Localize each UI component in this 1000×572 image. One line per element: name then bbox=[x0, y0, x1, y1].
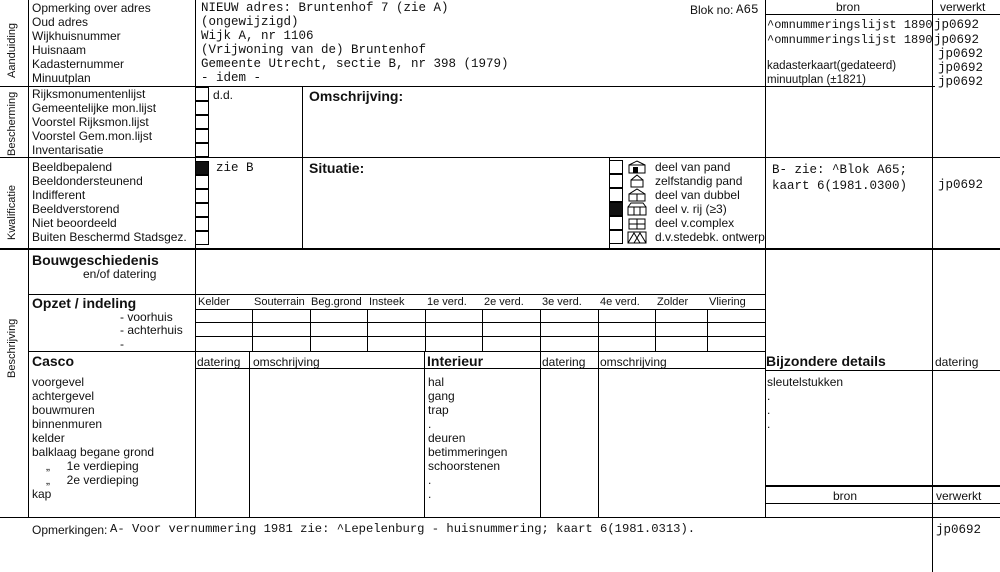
house-row-icon bbox=[627, 202, 647, 216]
casco-item bbox=[32, 473, 154, 487]
floor-header: 2e verd. bbox=[484, 296, 524, 308]
floor-header: Kelder bbox=[198, 296, 230, 308]
checkbox-niet-beoordeeld[interactable] bbox=[195, 217, 209, 231]
pand-type-item: deel v. rij (≥3) bbox=[655, 202, 727, 216]
checkbox-voorstel-gemmon[interactable] bbox=[195, 129, 209, 143]
interieur-item: . bbox=[428, 417, 432, 431]
section-label-kwalificatie: Kwalificatie bbox=[6, 184, 18, 240]
interieur-item: betimmeringen bbox=[428, 445, 508, 459]
value-nieuw-adres: NIEUW adres: Bruntenhof 7 (zie A) bbox=[201, 1, 449, 15]
kwalificatie-item: Beeldverstorend bbox=[32, 202, 120, 216]
situatie-label: Situatie: bbox=[309, 160, 365, 176]
opmerkingen-label: Opmerkingen: bbox=[32, 523, 108, 537]
checkbox-beeldverstorend[interactable] bbox=[195, 203, 209, 217]
floor-header: Vliering bbox=[709, 296, 746, 308]
casco-item: kap bbox=[32, 487, 52, 501]
checkbox-deel-van-pand[interactable] bbox=[609, 160, 623, 174]
interieur-item: schoorstenen bbox=[428, 459, 501, 473]
verwerkt-row-4: jp0692 bbox=[938, 61, 984, 75]
label-minuutplan: Minuutplan bbox=[32, 71, 91, 85]
interieur-label: Interieur bbox=[427, 353, 484, 369]
kwalificatie-item: Niet beoordeeld bbox=[32, 216, 117, 230]
bron-row-2: ^omnummeringslijst 1890 bbox=[767, 33, 933, 47]
checkbox-gemeentelijke-mon[interactable] bbox=[195, 101, 209, 115]
floor-header: Souterrain bbox=[254, 296, 305, 308]
floor-header: 1e verd. bbox=[427, 296, 467, 308]
section-label-aanduiding: Aanduiding bbox=[6, 22, 18, 78]
verwerkt-row-2: jp0692 bbox=[934, 33, 980, 47]
casco-list bbox=[32, 375, 154, 501]
house-double-icon bbox=[627, 188, 647, 202]
bijzondere-item: sleutelstukken bbox=[767, 375, 844, 389]
interieur-item: . bbox=[428, 487, 432, 501]
bron-row-5: minuutplan (±1821) bbox=[767, 74, 867, 86]
section-label-bescherming: Bescherming bbox=[6, 91, 18, 156]
checkbox-buiten-beschermd[interactable] bbox=[195, 231, 209, 245]
aanduiding-values bbox=[201, 1, 509, 85]
value-minuutplan: - idem - bbox=[201, 71, 262, 85]
bron-header-bottom: bron bbox=[833, 489, 858, 503]
house-detached-icon bbox=[627, 174, 647, 188]
verwerkt-row-1: jp0692 bbox=[934, 18, 980, 32]
opzet-row-empty: - bbox=[120, 337, 124, 351]
casco-item bbox=[32, 459, 154, 473]
casco-item: kelder bbox=[32, 431, 65, 445]
verwerkt-row-5: jp0692 bbox=[938, 75, 984, 89]
bescherming-item: Inventarisatie bbox=[32, 143, 104, 157]
checkbox-beeldbepalend[interactable] bbox=[195, 161, 209, 175]
bijzondere-item: . bbox=[767, 417, 771, 431]
bescherming-item: Voorstel Gem.mon.lijst bbox=[32, 129, 153, 143]
kwalificatie-value: zie B bbox=[216, 161, 254, 175]
checkbox-deel-v-rij[interactable] bbox=[609, 202, 623, 216]
opzet-row-label: achterhuis bbox=[127, 323, 183, 337]
bijzondere-datering-header: datering bbox=[935, 355, 979, 369]
urban-design-icon bbox=[627, 230, 647, 244]
interieur-item: trap bbox=[428, 403, 449, 417]
checkbox-deel-v-complex[interactable] bbox=[609, 216, 623, 230]
casco-item: bouwmuren bbox=[32, 403, 95, 417]
bijzondere-label: Bijzondere details bbox=[766, 353, 886, 369]
checkbox-zelfstandig-pand[interactable] bbox=[609, 174, 623, 188]
section-label-beschrijving: Beschrijving bbox=[6, 318, 18, 378]
floor-header: Beg.grond bbox=[311, 296, 362, 308]
casco-floor: 1e verdieping bbox=[66, 459, 139, 473]
value-wijkhuisnummer: Wijk A, nr 1106 bbox=[201, 29, 314, 43]
pand-type-item: d.v.stedebk. ontwerp bbox=[655, 230, 765, 244]
value-oud-adres: (ongewijzigd) bbox=[201, 15, 299, 29]
kwalificatie-item: Beeldbepalend bbox=[32, 160, 113, 174]
floor-header: 4e verd. bbox=[600, 296, 640, 308]
opzet-label: Opzet / indeling bbox=[32, 295, 137, 311]
interieur-list bbox=[428, 375, 507, 501]
aanduiding-labels bbox=[32, 1, 151, 85]
checkbox-voorstel-rijksmon[interactable] bbox=[195, 115, 209, 129]
pand-type-item: deel v.complex bbox=[655, 216, 735, 230]
label-oud-adres: Oud adres bbox=[32, 15, 89, 29]
checkbox-stedebk-ontwerp[interactable] bbox=[609, 230, 623, 244]
casco-floor: 2e verdieping bbox=[66, 473, 139, 487]
pand-type-item: zelfstandig pand bbox=[655, 174, 743, 188]
bescherming-item: Gemeentelijke mon.lijst bbox=[32, 101, 157, 115]
kwalificatie-verwerkt: jp0692 bbox=[938, 178, 984, 192]
floor-header: 3e verd. bbox=[542, 296, 582, 308]
casco-item: binnenmuren bbox=[32, 417, 103, 431]
interieur-omschrijving-header: omschrijving bbox=[600, 355, 667, 369]
floor-header: Insteek bbox=[369, 296, 405, 308]
casco-label: Casco bbox=[32, 353, 75, 369]
opzet-row-voorhuis: - voorhuis bbox=[120, 310, 173, 324]
bijzondere-list bbox=[767, 375, 843, 431]
checkbox-deel-van-dubbel[interactable] bbox=[609, 188, 623, 202]
interieur-item: gang bbox=[428, 389, 455, 403]
bron-header-top: bron bbox=[836, 0, 861, 14]
checkbox-rijksmonumentenlijst[interactable] bbox=[195, 87, 209, 101]
bouwgeschiedenis-label: Bouwgeschiedenis bbox=[32, 252, 159, 268]
opzet-row-achterhuis: - achterhuis bbox=[120, 323, 183, 337]
ditto-mark: „ bbox=[46, 473, 50, 487]
label-opmerking-adres: Opmerking over adres bbox=[32, 1, 151, 15]
casco-item: balklaag begane grond bbox=[32, 445, 155, 459]
ditto-mark: „ bbox=[46, 459, 50, 473]
kwalificatie-item: Indifferent bbox=[32, 188, 86, 202]
floor-header: Zolder bbox=[657, 296, 689, 308]
pand-type-item: deel van pand bbox=[655, 160, 731, 174]
omschrijving-label: Omschrijving: bbox=[309, 88, 404, 104]
interieur-item: . bbox=[428, 473, 432, 487]
bescherming-item: Rijksmonumentenlijst bbox=[32, 87, 146, 101]
label-huisnaam: Huisnaam bbox=[32, 43, 87, 57]
verwerkt-header-top: verwerkt bbox=[940, 0, 986, 14]
opmerkingen-verwerkt: jp0692 bbox=[936, 523, 982, 537]
note-line: kaart 6(1981.0300) bbox=[772, 179, 908, 193]
verwerkt-row-3: jp0692 bbox=[938, 47, 984, 61]
opmerkingen-text: A- Voor vernummering 1981 zie: ^Lepelenburg - huisnummering; kaart 6(1981.0313). bbox=[110, 522, 696, 536]
bescherming-item: Voorstel Rijksmon.lijst bbox=[32, 115, 149, 129]
casco-item: voorgevel bbox=[32, 375, 85, 389]
kwalificatie-note bbox=[772, 162, 907, 194]
checkbox-beeldondersteunend[interactable] bbox=[195, 175, 209, 189]
bescherming-list bbox=[32, 87, 156, 157]
kwalificatie-list bbox=[32, 160, 187, 244]
bron-row-4: kadasterkaart(gedateerd) bbox=[767, 60, 897, 72]
house-complex-icon bbox=[627, 216, 647, 230]
casco-omschrijving-header: omschrijving bbox=[253, 355, 320, 369]
checkbox-indifferent[interactable] bbox=[195, 189, 209, 203]
label-wijkhuisnummer: Wijkhuisnummer bbox=[32, 29, 121, 43]
value-kadasternummer: Gemeente Utrecht, sectie B, nr 398 (1979) bbox=[201, 57, 509, 71]
value-huisnaam: (Vrijwoning van de) Bruntenhof bbox=[201, 43, 427, 57]
pand-type-item: deel van dubbel bbox=[655, 188, 740, 202]
dd-label: d.d. bbox=[213, 88, 234, 102]
house-part-icon bbox=[627, 160, 647, 174]
note-line: B- zie: ^Blok A65; bbox=[772, 163, 908, 177]
blok-value: A65 bbox=[736, 3, 759, 17]
verwerkt-header-bottom: verwerkt bbox=[936, 489, 982, 503]
blok-label: Blok no: bbox=[690, 3, 734, 17]
pand-type-list bbox=[655, 160, 765, 244]
bron-row-1: ^omnummeringslijst 1890 bbox=[767, 18, 933, 32]
interieur-item: deuren bbox=[428, 431, 466, 445]
casco-item: achtergevel bbox=[32, 389, 95, 403]
checkbox-inventarisatie[interactable] bbox=[195, 143, 209, 157]
casco-datering-header: datering bbox=[197, 355, 241, 369]
opzet-row-label: voorhuis bbox=[127, 310, 173, 324]
interieur-item: hal bbox=[428, 375, 445, 389]
interieur-datering-header: datering bbox=[542, 355, 586, 369]
kwalificatie-item: Buiten Beschermd Stadsgez. bbox=[32, 230, 187, 244]
label-kadasternummer: Kadasternummer bbox=[32, 57, 125, 71]
bijzondere-item: . bbox=[767, 403, 771, 417]
datering-sublabel: en/of datering bbox=[83, 267, 157, 281]
bijzondere-item: . bbox=[767, 389, 771, 403]
kwalificatie-item: Beeldondersteunend bbox=[32, 174, 143, 188]
